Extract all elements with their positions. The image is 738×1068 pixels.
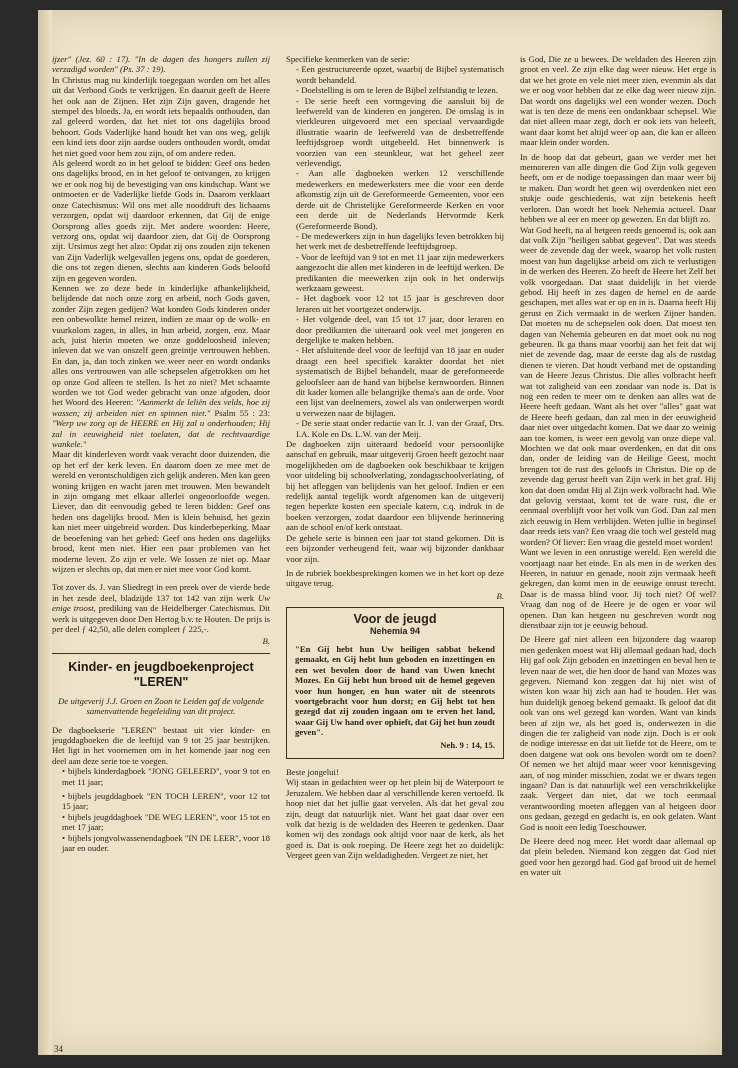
paragraph: De gehele serie is binnen een jaar tot stand gekomen. Dit is een bijzonder verheugend feit, waar wij bijzonder dankbaar voor zijn. [286, 532, 504, 564]
signature: B. [262, 636, 270, 647]
magazine-page [38, 10, 722, 1055]
paragraph-text: Tot zover ds. J. van Sliedregt in een preek over de vierde bede in het zesde deel, bladzijde 137 tot 142 van zijn werk [52, 582, 270, 603]
quote: "Werp uw zorg op de HEERE en Hij zal u onderhouden; Hij zal in eeuwigheid niet toelaten, dat de rechtvaardige wankele." [52, 418, 270, 450]
paragraph-text: prediking van de Heidelberger Catechismus. Dit werk is uitgegeven door Den Hertog b.v. te Houten. De prijs is per deel ƒ 42,50, alle delen compleet ƒ 225,-. [52, 603, 270, 634]
column-middle [286, 54, 504, 1044]
list-item: - De serie staat onder redactie van Ir. J. van der Graaf, Drs. I.A. Kole en Ds. L.W. van der Meij. [286, 418, 504, 439]
paragraph: ijzer" (Jez. 60 : 17). "In de dagen des hongers zullen zij verzadigd worden" (Ps. 37 : 19). [52, 54, 270, 75]
list-item: - Aan alle dagboeken werken 12 verschillende medewerkers en medewerksters mee die voor een derde afkomstig zijn uit de Gereformeerde Gemeenten, voor een derde uit de Christelijke Gereformeerde Kerken en voor een derde uit de Nederlands Hervormde Kerk (Gereformeerde Bond). [286, 168, 504, 230]
paragraph: is God, Die ze u bewees. De weldaden des Heeren zijn groot en veel. Ze zijn elke dag weer nieuw. Het erge is dat we het grote en vele niet meer zien, evenmin als dat we er oog voor hebben dat ze elke dag weer nieuw zijn. Dat wordt ons dagelijks wel een wonder wezen. Doch wat is ten deze de mens een ondankbaar schepsel. Wie dat niet alleen maar zegt, doch er ook iets van beleeft, want daar komt het altijd weer op aan, die kan er alleen maar klein onder worden. [520, 54, 716, 148]
list-item: - De serie heeft een vormgeving die aansluit bij de leefwereld van de kinderen en jongeren. De omslag is in vierkleuren uitgevoerd met een speciaal vervaardigde illustratie waarin de leefwereld van de desbetreffende leeftijdsgroep wordt uitgebeeld. Het binnenwerk is voorzien van een steunkleur, wat het geheel zeer verlevendigt. [286, 96, 504, 169]
paragraph: Want we leven in een onrustige wereld. Een wereld die voortjaagt naar het einde. En als men in de werken des Heeren, in natuur en genade, nooit zijn vermaak heeft gekregen, dan komt men in de eeuwige onrust terecht. Daar is de massa blind voor. Jij toch niet? Of wel? Vraag dan nog of de Heere je de ogen er voor wil openen. Dan kan hetgeen nu geschreven wordt nog dienstbaar zijn tot je eeuwig behoud. [520, 547, 716, 630]
paragraph-text: Kennen we zo deze bede in kinderlijke afhankelijkheid, belijdende dat noch onze zorg en arbeid, noch Gods gaven, zonder Zijn zegen gedijen? Wat konden Gods kinderen onder een onbewolkte hemel reizen, indien ze maar op de wolk- en vuurkolom zagen, in alles, in hun arbeid, zorgen, enz. Maar ach, juist hierin moeten we onze goddeloosheid inleven; inleven dat we van onszelf geen greintje vertrouwen hebben. En dan, ja, dan toch zinken we weer neer en wordt ondanks alles ons vertrouwen van alle schepselen afgetrokken om het op onze God alleen te stellen. Is het zo niet? Met schaamte worden we tot God weder gebracht van onze afgoden, door het Woord des Heeren: [52, 282, 270, 408]
list-item: - Het afsluitende deel voor de leeftijd van 18 jaar en ouder draagt een heel specifiek karakter doordat het niet systematisch de Bijbel behandelt, maar de gereformeerde geloofsleer aan de hand van bijbelse kernwoorden. Binnen dit kader komen alle belangrijke thema's aan de orde. Voor een lijst van deelnemers, zowel als van onderwerpen wordt u verwezen naar de bijlagen. [286, 345, 504, 418]
paragraph: Wij staan in gedachten weer op het plein bij de Waterpoort te Jeruzalem. We hebben daar al verschillende keren vertoefd. Ik hoop niet dat het jullie gaat vervelen. Als dat het geval zou zijn, deugt dat natuurlijk niet. Want het gaat daar over een volk dat bezig is de weldaden des Heeren te gedenken. Daar komen wij des zondags ook altijd voor naar de kerk, als het goed is. Dat is ook roeping. De Heere zegt het zo duidelijk: Vergeet geen van Zijn weldadigheden. Vergeet ze niet, het [286, 777, 504, 861]
paragraph: De Heere gaf niet alleen een bijzondere dag waarop men gedenken moest wat Hij allemaal gedaan had, doch Hij gaf ook Zijn geboden en inzettingen en beval hen te leven naar de wet, die hen door de hand van Mozes was gegeven. Niemand kon zeggen dat hij niet wist of wisten kon waar hij zich aan had te houden. Het was hun duidelijk genoeg bekend gemaakt. Ik geloof dat dit ook van ons wel gezegd kan worden. Want van kinds been af zijn we, als het goed is, onderwezen in die dingen die ter zaligheid van node zijn. Doch is er ook de nodige interesse en dat uit liefde tot de Heere, om te doen datgene wat ook ons bevolen wordt om te doen? Of nemen we het altijd maar weer voor kennisgeving aan, of nog minder misschien, zodat we er dwars tegen ingaan? Dan is dat natuurlijk wel een verschrikkelijke zaak. Vergeet dan niet, dat we toch eenmaal verantwoording moeten afleggen van al hetgeen door ons gedaan, gezegd en gedacht is, en ook gelaten. Want God is nooit een ledig Toeschouwer. [520, 634, 716, 832]
page-number: 34 [54, 1044, 63, 1054]
article-title [52, 660, 270, 690]
scripture-reference: Neh. 9 : 14, 15. [440, 739, 495, 750]
list-item: • bijbels jeugddagboek "EN TOCH LEREN", voor 12 tot 15 jaar; [52, 791, 270, 812]
list-item: - Doelstelling is om te leren de Bijbel zelfstandig te lezen. [286, 85, 504, 95]
list-item: • bijbels jeugddagboek "DE WEG LEREN", voor 15 tot en met 17 jaar; [52, 812, 270, 833]
list-item: - De medewerkers zijn in hun dagelijks leven betrokken bij het werk met de desbetreffende leeftijdsgroep. [286, 231, 504, 252]
scripture-quote: "En Gij hebt hun Uw heiligen sabbat bekend gemaakt, en Gij hebt hun geboden en inzettingen en een wet bevolen door de hand van Uwen knecht Mozes. En Gij hebt hun brood uit de hemel gegeven voor hun honger, en hun water uit de steenrots voortgebracht voor hun dorst; en Gij hebt tot hen gezegd dat zij zouden ingaan om te erven het land, waar Gij Uw hand over ophieft, dat Gij het hun zoudt geven". [295, 643, 495, 738]
signature: B. [496, 590, 504, 601]
paragraph: Specifieke kenmerken van de serie: [286, 54, 410, 64]
paragraph: In Christus mag nu kinderlijk toegegaan worden om het alles uit dat Verbond Gods te verkrijgen. En daaruit geeft de Heere het ook aan de Zijnen. Het zijn Zijn gaven, dragende het stempel des bloeds. Ja, en wordt iets bepaalds onthouden, dan zal geleerd worden, dat het niet tot ons dagelijks brood behoort. Gods Vaderlijke hand houdt het van ons weg, gelijk een kind iets door zijn aardse ouders onthouden wordt, omdat het niet goed voor hem zou zijn, of om andere reden. [52, 74, 270, 158]
youth-column-box [286, 607, 504, 759]
paragraph: In de hoop dat dat gebeurt, gaan we verder met het memoreren van alle dingen die God Zijn volk gegeven heeft, om er de nodige toepassingen dan maar weer bij te maken. Dan wordt het geen wij overdenken niet een stukje oude geschiedenis, wat zijn betekenis heeft verloren. Dan wordt het boek Nehemia actueel. Daar hebben we al eer en meer op gewezen. En dat blijft zo. [520, 151, 716, 225]
article-title-line: Kinder- en jeugdboekenproject [68, 659, 254, 674]
paragraph: Maar dit kinderleven wordt vaak veracht door duizenden, die op het erf der kerk leven. En daarom doen ze mee met de wereld en verontschuldigen zich gelijk anderen. Men kan geen woning krijgen en wacht jaren met trouwen. Men bewandelt in zijn omgang met elkaar allerlei ongeoorloofde wegen. Liever, dan dit eenvoudig gebed te leren bidden: Geef ons heden ons dagelijks brood. Men is klein behuisd, het gezin kan niet meer uitgebreid worden. Dus kinderbeperking. Maar de beoefening van het gebed: Geef ons heden ons dagelijks brood, kent men niet. Hier een paar problemen van het moderne leven. Zo zijn er vele. We lossen ze niet op. Maar wijzen er slechts op, dat men er niet mee voor God komt. [52, 449, 270, 574]
list-item: - Het dagboek voor 12 tot 15 jaar is geschreven door leraren uit het voortgezet onderwijs. [286, 293, 504, 314]
box-subtitle: Nehemia 94 [369, 625, 421, 636]
greeting: Beste jongelui! [286, 767, 339, 777]
list-item: - Voor de leeftijd van 9 tot en met 11 jaar zijn medewerkers aangezocht die allen met kinderen in de leeftijd werken. De predikanten die meewerken zijn ook in het onderwijs werkzaam geweest. [286, 252, 504, 294]
box-title: Voor de jeugd [353, 612, 437, 627]
list-item: - Het volgende deel, van 15 tot 17 jaar, door leraren en door predikanten die uiteraard ook veel met jongeren en dergelijke te maken hebben. [286, 314, 504, 345]
paragraph: Wat God heeft, na al hetgeen reeds genoemd is, ook aan dat volk Zijn "heiligen sabbat gegeven". Dat was steeds weer de zevende dag der week, waarop het volk rusten moest van hun dagelijkse arbeid om zich te verlustigen in de werken des Heeren. Zo heeft de Heere het Zelf het volk voorgedaan. Dat staat duidelijk in het vierde gebod. Hij heeft in zes dagen de hemel en de aarde geschapen, met alles wat er op en in is. Daarna heeft Hij gerust en Zich vermaakt in de werken Zijner handen. Dat moeten nu de schepselen ook doen. Dat moest ten dagen van Nehemia gebeuren en dat moet ook nu nog gebeuren. Ik ga thans maar voorbij aan het feit dat wij niet de zevende dag, maar de eerste dag als de rustdag dienen te vieren. Dat houdt verband met de opstanding van de Heere Jezus Christus. Die alles volbracht heeft wat tot zaligheid van een zondaar van node is. Dat is nog een reden te meer om te denken aan alles wat de Heere heeft gedaan. Want als het over "alles" gaat wat de Heere heeft gedaan, dan zal men in der eeuwigheid daar niet over uitgedacht komen. Dat we daar zo weinig aan toe komen, is weer een gevolg van onze diepe val. Mochten we dat ook maar overdenken, en dat dit ons dan, onder de leiding van de Heilige Geest, mocht brengen tot de rust des geloofs in Christus. Die op de zevende dag gerust heeft van Zijn werk in het graf. Hij kon dat doen omdat Hij al Zijn werk volbracht had. Wie dat gelovig verstaat, komt tot de ware rust, die er eenmaal overblijft voor het volk van God. Dan zal men zich eeuwig in Hem verblijden. Weten jullie in beginsel daar reeds iets van? Een vraag die toch wel gesteld mag worden? Of liever: Een vraag die gesteld moet worden! [520, 224, 716, 547]
list-item: • bijbels jongvolwassenendagboek "IN DE LEER", voor 18 jaar en ouder. [52, 833, 270, 854]
article-lead: De uitgeverij J.J. Groen en Zoon te Leiden gaf de volgende samenvattende begeleiding van dit project. [58, 695, 264, 717]
list-item: - Een gestructureerde opzet, waarbij de Bijbel systematisch wordt behandeld. [286, 64, 504, 85]
paragraph [52, 582, 270, 634]
article-title-line: "LEREN" [133, 674, 189, 689]
paragraph: De dagboekserie "LEREN" bestaat uit vier kinder- en jeugddagboeken die de leeftijd van 9 tot 25 jaar bestrijken. Het ligt in het voornemen om in het komende jaar nog een deel aan deze serie toe te voegen. [52, 724, 270, 766]
paragraph: De Heere deed nog meer. Het wordt daar allemaal op dat plein beleden. Niemand kon zeggen dat God niet goed voor hen gezorgd had. God gaf brood uit de hemel en water uit [520, 836, 716, 878]
paragraph [52, 283, 270, 450]
paragraph: In de rubriek boekbesprekingen komen we in het kort op deze uitgave terug. [286, 567, 504, 589]
quote: "Aanmerkt de leliën des velds, hoe zij wassen; zij arbeiden niet en spinnen niet." [52, 397, 270, 418]
divider [52, 653, 270, 654]
paragraph-text: Psalm 55 : 23: [214, 407, 270, 418]
column-right [520, 54, 716, 1044]
book-title: Uw enige troost, [52, 592, 270, 614]
page-gutter [38, 10, 52, 1055]
list-item: • bijbels kinderdagboek "JONG GELEERD", voor 9 tot en met 11 jaar; [52, 766, 270, 787]
paragraph: De dagboeken zijn uiteraard bedoeld voor persoonlijke aanschaf en gebruik, maar uitgeverij Groen heeft gezocht naar mogelijkheden om de dagboeken ook beschikbaar te krijgen voor uitdeling bij schoolverlating, zondagsschoolverlating, of bij het afleggen van belijdenis van het geloof. Indien er een redelijk aantal tegelijk wordt afgenomen kan de uitgeverij tegen beperkte kosten een speciale katern, c.q. indruk in de boeken verzorgen, zodat daardoor een blijvende herinnering aan de school en/of kerk ontstaat. [286, 439, 504, 533]
paragraph: Als geleerd wordt zo in het geloof te bidden: Geef ons heden ons dagelijks brood, en in het geloof te ontvangen, zo krijgen we er ook nog bij de bevestiging van ons kindschap. Want we ontmoeten er de Vaderlijke liefde Gods in. Daarom verklaart onze Catechismus: Wil ons met alle nooddruft des lichaams verzorgen, opdat wij daardoor erkennen, dat Gij de enige Oorsprong alles goeds zijt. Met andere woorden: Heere, verzorg ons, opdat wij daardoor zien, dat Gij de Oorsprong zijt. Ursimus zegt het alzo: Opdat zij ons zouden zijn tekenen van Zijn Vaderlijk welgevallen jegens ons, opdat de goederen, die ons tot zegen dienen, slechts aan kinderen Gods beloofd zijn en gegeven worden. [52, 158, 270, 283]
column-left [52, 54, 270, 1044]
